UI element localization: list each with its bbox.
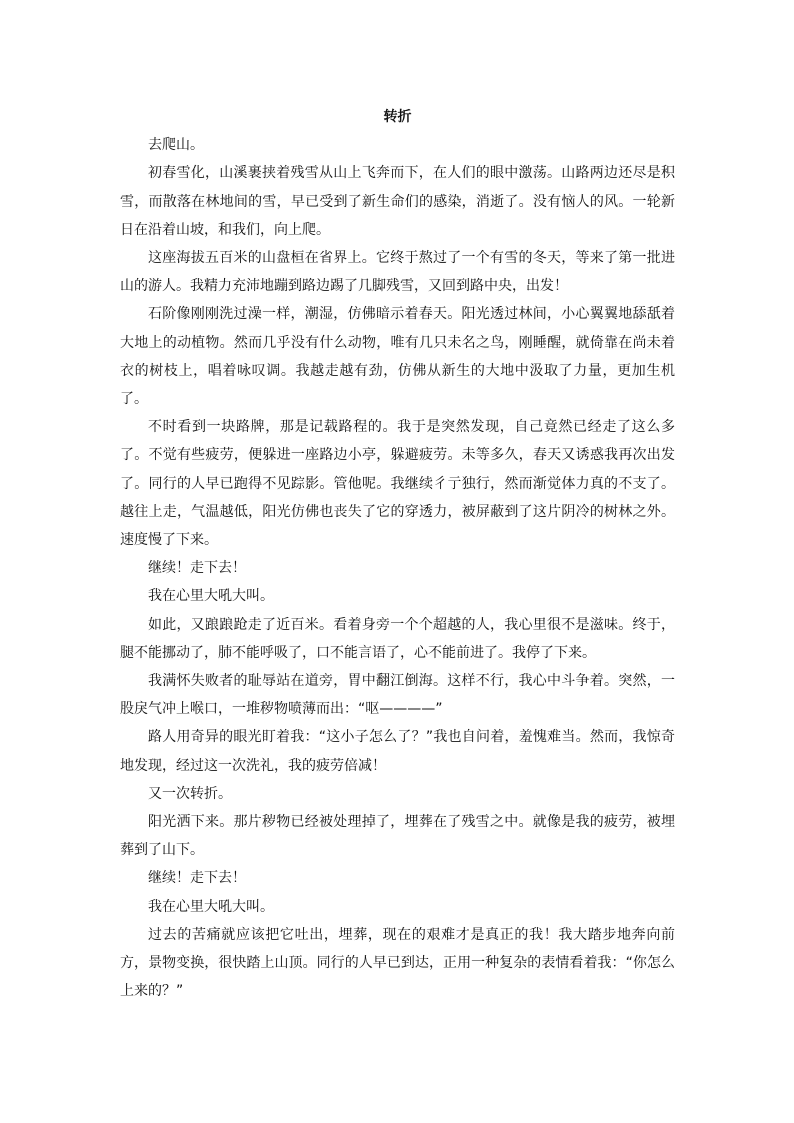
paragraph: 不时看到一块路牌，那是记载路程的。我于是突然发现，自己竟然已经走了这么多了。不觉有些疲劳，便躲进一座路边小亭，躲避疲劳。未等多久，春天又诱惑我再次出发了。同行的人早已跑得不见踪影。管他呢。我继续彳亍独行，然而渐觉体力真的不支了。越往上走，气温越低，阳光仿佛也丧失了它的穿透力，被屏蔽到了这片阴冷的树林之外。速度慢了下来。 xyxy=(120,419,675,549)
paragraph: 继续！走下去！ xyxy=(148,560,246,577)
paragraph: 我在心里大吼大叫。 xyxy=(148,588,274,605)
document-title: 转折 xyxy=(383,109,412,125)
paragraph: 如此，又踉踉跄走了近百米。看着身旁一个个超越的人，我心里很不是滋味。终于，腿不能挪动了，肺不能呼吸了，口不能言语了，心不能前进了。我停了下来。 xyxy=(120,616,675,661)
paragraph: 去爬山。 xyxy=(148,137,204,154)
paragraph: 我满怀失败者的耻辱站在道旁，胃中翻江倒海。这样不行，我心中斗争着。突然，一股戾气冲上喉口，一堆秽物喷薄而出：“呕————” xyxy=(120,673,675,718)
paragraph: 过去的苦痛就应该把它吐出，埋葬，现在的艰难才是真正的我！我大踏步地奔向前方，景物变换，很快踏上山顶。同行的人早已到达，正用一种复杂的表情看着我：“你怎么上来的？” xyxy=(120,926,675,1000)
paragraph: 这座海拔五百米的山盘桓在省界上。它终于熬过了一个有雪的冬天，等来了第一批进山的游人。我精力充沛地蹦到路边踢了几脚残雪，又回到路中央，出发！ xyxy=(120,250,675,295)
paragraph: 我在心里大吼大叫。 xyxy=(148,898,274,915)
paragraph: 初春雪化，山溪裹挟着残雪从山上飞奔而下，在人们的眼中激荡。山路两边还尽是积雪，而散落在林地间的雪，早已受到了新生命们的感染，消逝了。没有恼人的风。一轮新日在沿着山坡，和我们，向上爬。 xyxy=(120,165,675,238)
paragraph: 继续！走下去！ xyxy=(148,870,246,887)
paragraph: 阳光洒下来。那片秽物已经被处理掉了，埋葬在了残雪之中。就像是我的疲劳，被埋葬到了山下。 xyxy=(120,814,675,859)
document-page xyxy=(120,103,675,1005)
paragraph: 石阶像刚刚洗过澡一样，潮湿，仿佛暗示着春天。阳光透过林间，小心翼翼地舔舐着大地上的动植物。然而几乎没有什么动物，唯有几只未名之鸟，刚睡醒，就倚靠在尚未着衣的树枝上，唱着咏叹调。我越走越有劲，仿佛从新生的大地中汲取了力量，更加生机了。 xyxy=(120,306,675,408)
paragraph: 又一次转折。 xyxy=(148,785,232,802)
paragraph: 路人用奇异的眼光盯着我：“这小子怎么了？”我也自问着，羞愧难当。然而，我惊奇地发现，经过这一次洗礼，我的疲劳倍减！ xyxy=(120,729,675,774)
